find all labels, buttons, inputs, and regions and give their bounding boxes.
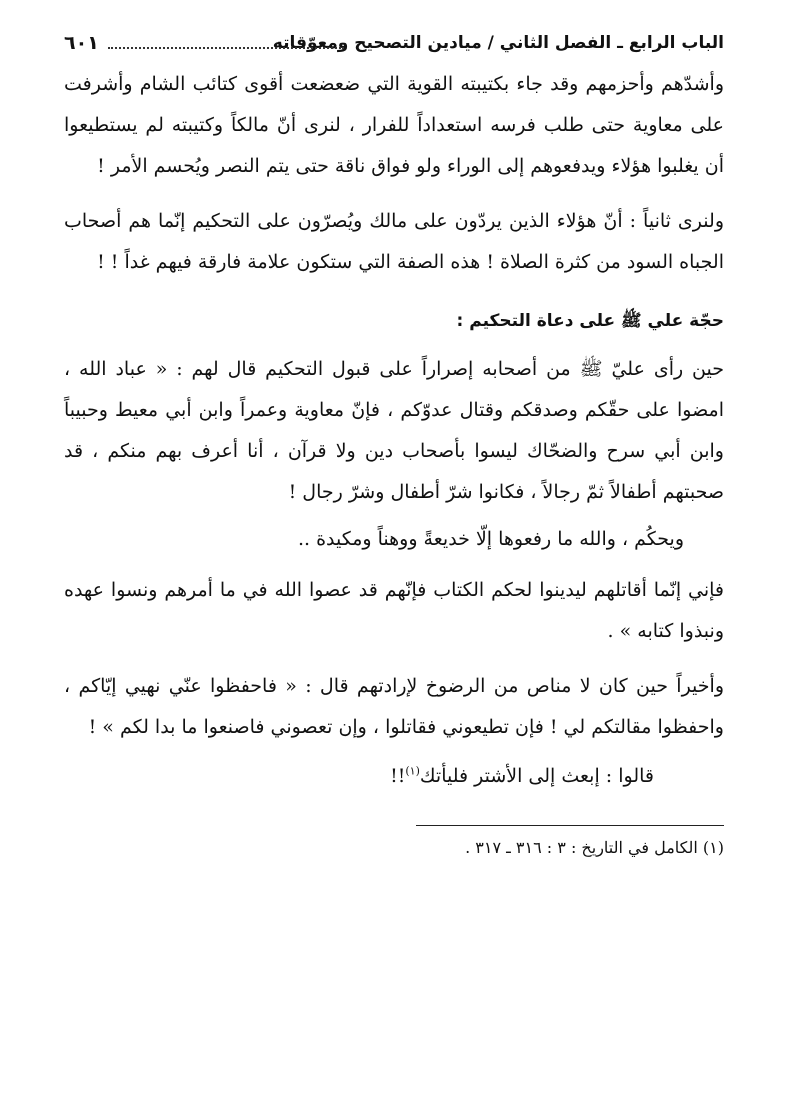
paragraph-4: ويحكُم ، والله ما رفعوها إلّا خديعةً ووهناً ومكيدة .. [297,528,684,550]
paragraph-5: فإني إنّما أقاتلهم ليدينوا لحكم الكتاب فإنّهم قد عصوا الله في ما أمرهم ونسوا عهده ونبذوا كتابه » . [64,579,724,642]
section-heading: حجّة علي ﷺ على دعاة التحكيم : [456,311,724,331]
footnote-divider [416,825,724,826]
running-header [64,28,724,58]
book-page [64,28,724,1088]
paragraph-1: وأشدّهم وأحزمهم وقد جاء بكتيبته القوية التي ضعضعت أقوى كتائب الشام وأشرفت على معاوية حتى طلب فرسه استعداداً للفرار ، لنرى أنّ مالكاً وكتيبته لم يستطيعوا أن يغلبوا هؤلاء ويدفعوهم إلى الوراء ولو فواق ناقة حتى يتم النصر ويُحسم الأمر ! [64,73,724,177]
paragraph-3: حين رأى عليّ ﷺ من أصحابه إصراراً على قبول التحكيم قال لهم : « عباد الله ، امضوا على حقّكم وصدقكم وقتال عدوّكم ، فإنّ معاوية وعمراً وابن أبي معيط وحبيباً وابن أبي سرح والضحّاك ليسوا بأصحاب دين ولا قرآن ، أنا أعرف بهم منكم ، قد صحبتهم أطفالاً ثمّ رجالاً ، فكانوا شرّ أطفال وشرّ رجال ! [64,358,724,503]
chapter-title: الباب الرابع ـ الفصل الثاني / ميادين التصحيح ومعوّقاته [272,33,724,53]
footnote-1: (١) الكامل في التاريخ : ٣ : ٣١٦ ـ ٣١٧ . [465,838,724,857]
footnote-marker[interactable]: (١) [405,764,420,778]
quote-line [64,756,724,797]
paragraph-6: وأخيراً حين كان لا مناص من الرضوخ لإرادتهم قال : « فاحفظوا عنّي نهيي إيّاكم ، واحفظوا مقالتكم لي ! فإن تطيعوني فقاتلوا ، وإن تعصوني فاصنعوا ما بدا لكم » ! [64,675,724,738]
quote-punctuation: !! [390,765,406,787]
paragraph-2: ولنرى ثانياً : أنّ هؤلاء الذين يردّون على مالك ويُصرّون على التحكيم إنّما هم أصحاب الجباه السود من كثرة الصلاة ! هذه الصفة التي ستكون علامة فارقة فيهم غداً ! ! [64,210,724,273]
body-text [64,64,724,797]
page-number: ٦٠١ [64,32,99,54]
quote-text: قالوا : إبعث إلى الأشتر فليأتك [419,765,654,787]
leader-dots [108,47,344,49]
